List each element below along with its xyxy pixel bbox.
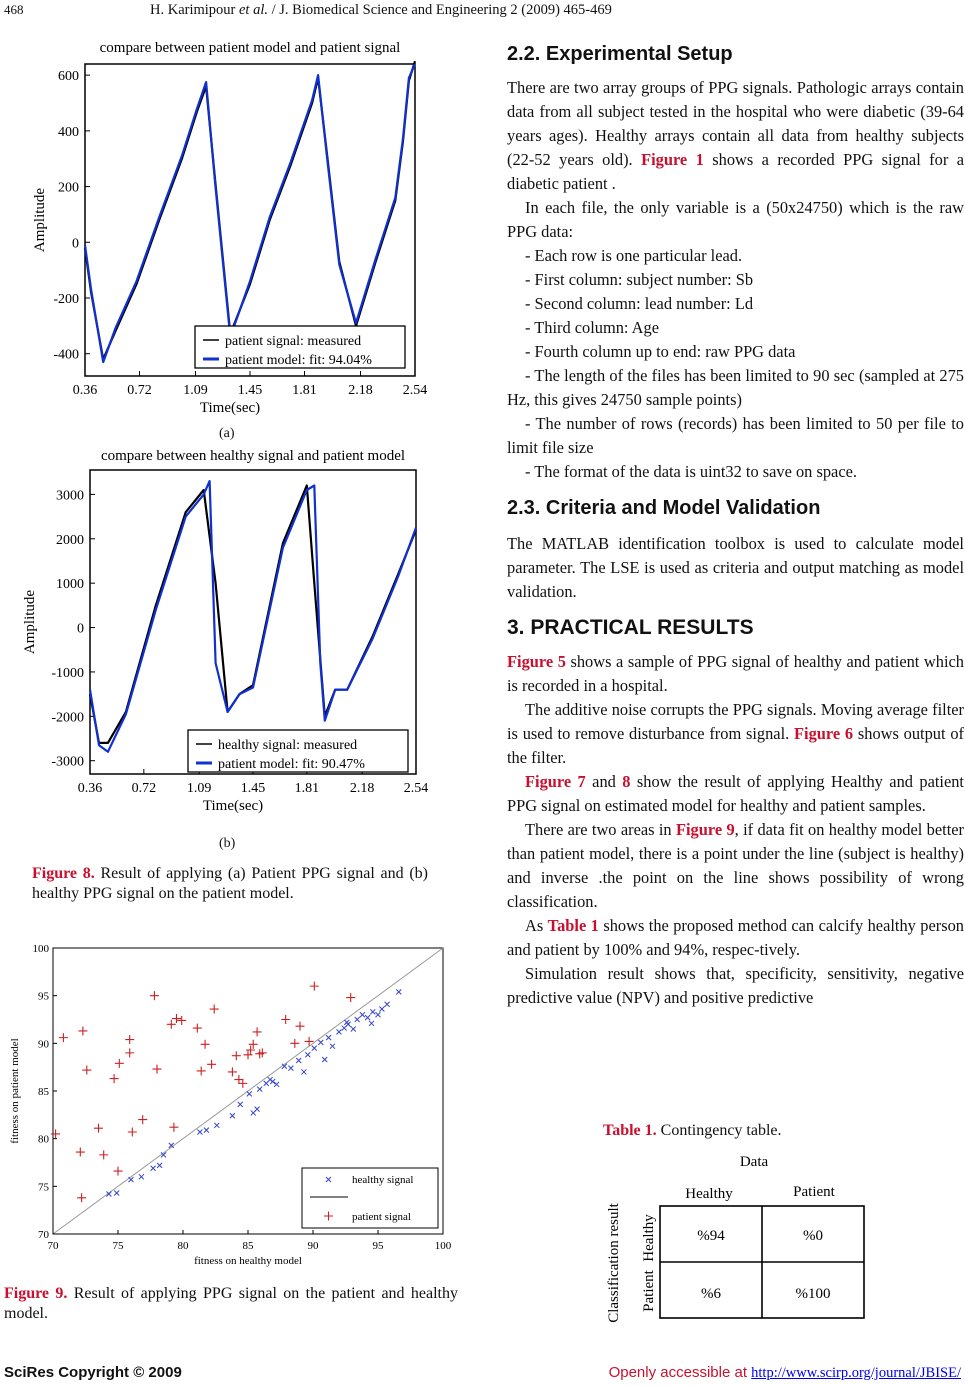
y-axis-label: fitness on patient model xyxy=(9,1038,21,1144)
x-tick-label: 90 xyxy=(307,1240,319,1252)
table-side-header: Classification result xyxy=(606,1203,622,1323)
paragraph: There are two array groups of PPG signals. Pathologic arrays contain data from all subject tested in the hospital who were diabetic (39-64 years ages). Healthy arrays contain all data from healthy subjects (22-52 years old). Figure 1 shows a recorded PPG signal for a diabetic patient . xyxy=(507,78,964,193)
section-title-2-2: 2.2. Experimental Setup xyxy=(507,43,733,65)
patient-point xyxy=(346,993,355,1002)
healthy-point xyxy=(230,1113,235,1118)
patient-point xyxy=(210,1005,219,1014)
healthy-point xyxy=(305,1052,310,1057)
patient-point xyxy=(138,1115,147,1124)
list-item: - Third column: Age xyxy=(525,318,659,337)
healthy-point xyxy=(204,1128,209,1133)
x-tick-label: 70 xyxy=(47,1240,59,1252)
contingency-table xyxy=(596,1146,876,1332)
healthy-point xyxy=(197,1129,202,1134)
x-tick-label: 2.54 xyxy=(403,781,429,796)
y-tick-label: 2000 xyxy=(56,532,84,548)
healthy-point xyxy=(385,1002,390,1007)
healthy-point xyxy=(257,1087,262,1092)
plot-frame xyxy=(90,470,416,774)
patient-point xyxy=(78,1026,87,1035)
table-cell: %0 xyxy=(803,1228,823,1244)
healthy-point xyxy=(129,1177,134,1182)
figure8a-chart xyxy=(30,36,430,418)
patient-point xyxy=(51,1129,60,1138)
healthy-point xyxy=(255,1107,260,1112)
healthy-point xyxy=(369,1021,374,1026)
y-axis-label: Amplitude xyxy=(22,589,38,655)
legend-label: healthy signal xyxy=(352,1174,414,1186)
table-col-header: Healthy xyxy=(685,1186,733,1202)
x-tick-label: 0.36 xyxy=(77,781,103,796)
healthy-point xyxy=(312,1046,317,1051)
footer-access: Openly accessible at http://www.scirp.org/journal/JBISE/ xyxy=(608,1364,961,1381)
patient-point xyxy=(193,1024,202,1033)
y-tick-label: 95 xyxy=(38,990,49,1003)
patient-point xyxy=(59,1033,68,1042)
patient-point xyxy=(125,1048,134,1057)
list-item: - Each row is one particular lead. xyxy=(525,246,743,265)
patient-point xyxy=(82,1066,91,1075)
section-title-2-3: 2.3. Criteria and Model Validation xyxy=(507,497,821,519)
table-col-header: Patient xyxy=(793,1184,835,1200)
x-tick-label: 0.36 xyxy=(72,383,98,398)
y-tick-label: 1000 xyxy=(56,577,84,593)
series-line-model xyxy=(90,481,416,752)
paragraph: Figure 7 and 8 show the result of applying Healthy and patient PPG signal on estimated model for healthy and patient samples. xyxy=(507,772,964,815)
list-item: - Fourth column up to end: raw PPG data xyxy=(525,342,796,361)
table1-caption: Table 1. Contingency table. xyxy=(603,1122,782,1139)
healthy-point xyxy=(370,1009,375,1014)
patient-point xyxy=(296,1022,305,1031)
healthy-point xyxy=(376,1012,381,1017)
patient-point xyxy=(177,1016,186,1025)
list-item: - First column: subject number: Sb xyxy=(525,270,754,289)
healthy-point xyxy=(114,1191,119,1196)
y-tick-label: -3000 xyxy=(51,754,84,770)
x-tick-label: 1.81 xyxy=(292,383,317,398)
patient-point xyxy=(258,1048,267,1057)
patient-point xyxy=(197,1066,206,1075)
series-line-model xyxy=(85,64,415,362)
healthy-point xyxy=(139,1174,144,1179)
legend-label: patient signal xyxy=(352,1211,411,1223)
paragraph: Figure 5 shows a sample of PPG signal of healthy and patient which is recorded in a hospital. xyxy=(507,652,964,695)
x-axis-label: Time(sec) xyxy=(202,798,264,814)
patient-point xyxy=(305,1037,314,1046)
healthy-point xyxy=(322,1057,327,1062)
y-tick-label: -400 xyxy=(53,347,79,363)
patient-point xyxy=(169,1123,178,1132)
patient-point xyxy=(172,1014,181,1023)
healthy-point xyxy=(288,1066,293,1071)
section-title-3: 3. PRACTICAL RESULTS xyxy=(507,616,754,639)
right-column xyxy=(507,42,964,1010)
table-cell: %94 xyxy=(697,1228,725,1244)
healthy-point xyxy=(344,1020,349,1025)
table-cell: %100 xyxy=(795,1286,831,1302)
patient-point xyxy=(255,1049,264,1058)
patient-point xyxy=(76,1148,85,1157)
page-number: 468 xyxy=(4,2,24,17)
y-tick-label: -200 xyxy=(53,292,79,307)
x-tick-label: 2.54 xyxy=(402,383,428,398)
legend-label: healthy signal: measured xyxy=(218,738,358,753)
patient-point xyxy=(94,1124,103,1133)
patient-point xyxy=(207,1060,216,1069)
healthy-point xyxy=(238,1102,243,1107)
healthy-point xyxy=(365,1015,370,1020)
y-tick-label: 0 xyxy=(77,621,84,637)
patient-point xyxy=(290,1039,299,1048)
y-tick-label: 80 xyxy=(38,1133,49,1146)
x-tick-label: 2.18 xyxy=(348,383,373,398)
patient-point xyxy=(228,1067,237,1076)
y-tick-label: 100 xyxy=(32,943,49,955)
healthy-point xyxy=(318,1040,323,1045)
x-tick-label: 1.09 xyxy=(186,781,212,796)
y-tick-label: 600 xyxy=(58,69,79,85)
healthy-point xyxy=(301,1069,306,1074)
chart-title: compare between healthy signal and patient model xyxy=(100,448,406,464)
x-tick-label: 0.72 xyxy=(131,781,157,796)
figure8a-label: (a) xyxy=(219,426,235,441)
paragraph: The MATLAB identification toolbox is used to calculate model parameter. The LSE is used as criteria and output matching as model validation. xyxy=(507,534,964,601)
healthy-point xyxy=(296,1058,301,1063)
y-tick-label: 75 xyxy=(38,1181,49,1194)
x-tick-label: 1.09 xyxy=(183,383,208,398)
y-tick-label: 3000 xyxy=(56,488,84,504)
x-tick-label: 0.72 xyxy=(127,383,152,398)
healthy-point xyxy=(330,1044,335,1049)
x-tick-label: 2.18 xyxy=(349,781,375,796)
paragraph: There are two areas in Figure 9, if data fit on healthy model better than patient model, there is a point under the line (subject is healthy) and inverse .the point on the line shows possibility of wrong classification. xyxy=(507,820,964,911)
figure8-caption: Figure 8. Result of applying (a) Patient PPG signal and (b) healthy PPG signal on the patient model. xyxy=(32,865,429,902)
healthy-point xyxy=(326,1035,331,1040)
x-tick-label: 80 xyxy=(177,1240,189,1252)
patient-point xyxy=(281,1015,290,1024)
footer-copyright: SciRes Copyright © 2009 xyxy=(4,1364,182,1381)
patient-point xyxy=(253,1027,262,1036)
healthy-point xyxy=(355,1017,360,1022)
y-axis-label: Amplitude xyxy=(32,187,48,253)
patient-point xyxy=(99,1150,108,1159)
patient-point xyxy=(114,1167,123,1176)
y-tick-label: 70 xyxy=(38,1229,49,1241)
y-tick-label: 400 xyxy=(58,124,79,140)
x-tick-label: 1.45 xyxy=(237,383,263,398)
x-tick-label: 100 xyxy=(434,1240,452,1252)
table-cell: %6 xyxy=(701,1286,721,1302)
paragraph: As Table 1 shows the proposed method can calcify healthy person and patient by 100% and 94%, respec-tively. xyxy=(507,916,964,959)
patient-point xyxy=(167,1020,176,1029)
running-title: H. Karimipour et al. / J. Biomedical Science and Engineering 2 (2009) 465-469 xyxy=(150,2,612,18)
figure9-chart xyxy=(2,938,462,1274)
healthy-point xyxy=(270,1079,275,1084)
list-item: - Second column: lead number: Ld xyxy=(525,294,754,313)
x-axis-label: Time(sec) xyxy=(199,400,261,416)
journal-link[interactable]: http://www.scirp.org/journal/JBISE/ xyxy=(751,1365,961,1381)
table-top-header: Data xyxy=(739,1154,769,1170)
figure8b-label: (b) xyxy=(219,836,236,851)
healthy-point xyxy=(157,1163,162,1168)
patient-point xyxy=(77,1193,86,1202)
patient-point xyxy=(234,1075,243,1084)
x-axis-label: fitness on healthy model xyxy=(194,1255,302,1267)
paragraph: The additive noise corrupts the PPG signals. Moving average filter is used to remove disturbance from signal. Figure 6 shows output of the filter. xyxy=(507,700,964,767)
table-row-header: Patient xyxy=(641,1270,657,1312)
healthy-point xyxy=(337,1029,342,1034)
table-row-header: Healthy xyxy=(641,1214,657,1262)
healthy-point xyxy=(351,1027,356,1032)
healthy-point xyxy=(274,1082,279,1087)
y-tick-label: 200 xyxy=(58,180,79,196)
patient-point xyxy=(153,1065,162,1074)
healthy-point xyxy=(396,989,401,994)
patient-point xyxy=(310,982,319,991)
healthy-point xyxy=(379,1007,384,1012)
healthy-point xyxy=(360,1012,365,1017)
patient-point xyxy=(150,991,159,1000)
legend-label: patient signal: measured xyxy=(225,334,362,349)
paragraph: - The length of the files has been limited to 90 sec (sampled at 275 Hz, this gives 24750 sample points) xyxy=(507,366,964,409)
legend-label: patient model: fit: 94.04% xyxy=(225,353,372,368)
x-tick-label: 1.81 xyxy=(294,781,320,796)
patient-point xyxy=(128,1127,137,1136)
healthy-point xyxy=(247,1091,252,1096)
x-tick-label: 85 xyxy=(242,1240,254,1252)
healthy-point xyxy=(214,1123,219,1128)
patient-point xyxy=(110,1074,119,1083)
y-tick-label: -2000 xyxy=(51,710,84,726)
y-tick-label: -1000 xyxy=(51,665,84,681)
paragraph: Simulation result shows that, specificity, sensitivity, negative predictive value (NPV) and positive predictive xyxy=(507,964,964,1007)
x-tick-label: 75 xyxy=(112,1240,124,1252)
series-line-measured xyxy=(85,61,415,359)
patient-point xyxy=(115,1059,124,1068)
figure9-caption: Figure 9. Result of applying PPG signal on the patient and healthy model. xyxy=(4,1285,459,1322)
patient-point xyxy=(232,1051,241,1060)
x-tick-label: 1.45 xyxy=(240,781,266,796)
patient-point xyxy=(238,1079,247,1088)
paragraph: In each file, the only variable is a (50x24750) which is the raw PPG data: xyxy=(507,198,964,241)
figure8b-chart xyxy=(18,446,440,834)
patient-point xyxy=(201,1040,210,1049)
paragraph: - The number of rows (records) has been limited to 50 per file to limit file size xyxy=(507,414,964,457)
paragraph: - The format of the data is uint32 to save on space. xyxy=(525,462,857,481)
series-line-measured xyxy=(90,486,416,743)
y-tick-label: 85 xyxy=(38,1086,49,1098)
y-tick-label: 0 xyxy=(72,236,79,252)
patient-point xyxy=(125,1035,134,1044)
y-tick-label: 90 xyxy=(38,1038,49,1051)
chart-title: compare between patient model and patient signal xyxy=(99,40,401,56)
healthy-point xyxy=(151,1166,156,1171)
x-tick-label: 95 xyxy=(372,1240,384,1252)
legend-label: patient model: fit: 90.47% xyxy=(218,757,365,772)
